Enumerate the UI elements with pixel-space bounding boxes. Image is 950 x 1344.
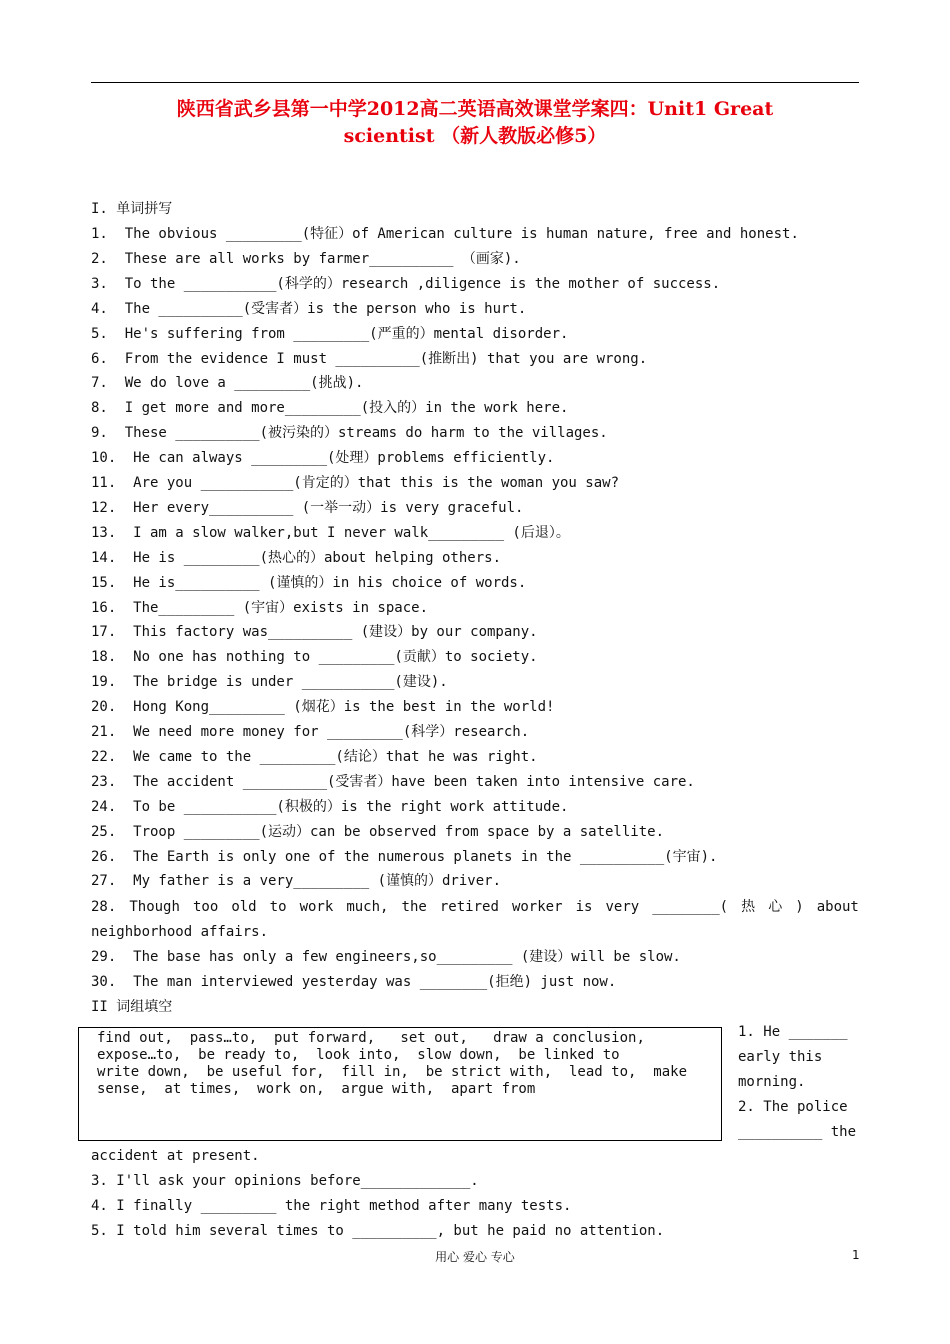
footer-text: 用心 爱心 专心 xyxy=(435,1250,515,1264)
question-item-5: 5. He's suffering from _________(严重的）mental disorder. xyxy=(91,325,569,342)
title-line-1: 陕西省武乡县第一中学2012高二英语高效课堂学案四：Unit1 Great xyxy=(176,98,774,120)
phrase-question-line: accident at present. xyxy=(91,1148,260,1164)
question-item-15: 15. He is__________ (谨慎的）in his choice of words. xyxy=(91,574,527,591)
question-item-13: 13. I am a slow walker,but I never walk_________ (后退）。 xyxy=(91,524,570,541)
item-28-word: old xyxy=(231,899,257,915)
item-28-word: very xyxy=(605,899,640,915)
question-item-14: 14. He is _________(热心的）about helping others. xyxy=(91,549,502,566)
item-28-word: Though xyxy=(129,899,180,915)
phrase-question-line: 4. I finally _________ the right method after many tests. xyxy=(91,1198,572,1214)
question-item-17: 17. This factory was__________ (建设）by our company. xyxy=(91,624,538,641)
phrase-box xyxy=(78,1027,722,1141)
question-item-6: 6. From the evidence I must __________(推断出) that you are wrong. xyxy=(91,350,648,367)
item-28-word: ________( xyxy=(652,899,729,915)
item-28-line xyxy=(91,895,859,920)
item-28-word: 心 xyxy=(768,899,783,915)
question-item-2: 2. These are all works by farmer__________ （画家). xyxy=(91,250,521,267)
question-item-19: 19. The bridge is under ___________(建设). xyxy=(91,674,448,691)
section2-heading: II 词组填空 xyxy=(91,999,173,1015)
question-item-10: 10. He can always _________(处理）problems efficiently. xyxy=(91,450,555,467)
question-item-26: 26. The Earth is only one of the numerous planets in the __________(宇宙). xyxy=(91,848,718,865)
document-title xyxy=(91,96,859,150)
side-line: __________ the xyxy=(738,1124,857,1140)
phrase-question-line: 5. I told him several times to __________, but he paid no attention. xyxy=(91,1223,665,1239)
question-item-23: 23. The accident __________(受害者）have been taken into intensive care. xyxy=(91,773,695,790)
item-28-word: 热 xyxy=(741,899,756,915)
item-28-word: worker xyxy=(511,899,563,915)
question-item-21: 21. We need more money for _________(科学）research. xyxy=(91,724,530,740)
page-number: 1 xyxy=(852,1248,860,1262)
item-28-continuation: neighborhood affairs. xyxy=(91,924,269,940)
item-28-word: much, xyxy=(346,899,389,915)
phrase-line: write down, be useful for, fill in, be strict with, lead to, make xyxy=(97,1064,688,1080)
question-item-9: 9. These __________(被污染的）streams do harm to the villages. xyxy=(91,425,608,442)
header-rule xyxy=(91,82,859,83)
question-item-16: 16. The_________ (宇宙）exists in space. xyxy=(91,599,429,616)
question-item-7: 7. We do love a _________(挑战). xyxy=(91,375,364,392)
question-item-29: 29. The base has only a few engineers,so_________ (建设）will be slow. xyxy=(91,949,681,965)
side-line: early this xyxy=(738,1049,823,1065)
phrase-line: expose…to, be ready to, look into, slow down, be linked to xyxy=(97,1047,620,1063)
question-item-3: 3. To the ___________(科学的）research ,diligence is the mother of success. xyxy=(91,275,721,292)
item-28-word: 28. xyxy=(91,899,117,915)
item-28-word: ) xyxy=(795,899,804,915)
item-28-word: retired xyxy=(439,899,499,915)
question-item-12: 12. Her every__________ (一举一动）is very graceful. xyxy=(91,499,524,516)
phrase-line: sense, at times, work on, argue with, apart from xyxy=(97,1081,536,1097)
question-item-24: 24. To be ___________(积极的）is the right work attitude. xyxy=(91,798,569,815)
item-28-word: is xyxy=(575,899,593,915)
item-28-word: the xyxy=(401,899,427,915)
side-line: morning. xyxy=(738,1074,806,1090)
question-item-18: 18. No one has nothing to _________(贡献）to society. xyxy=(91,649,538,666)
item-28-word: about xyxy=(816,899,859,915)
question-item-8: 8. I get more and more_________(投入的）in the work here. xyxy=(91,400,569,417)
phrase-line: find out, pass…to, put forward, set out, draw a conclusion, xyxy=(97,1030,645,1046)
item-28-word: work xyxy=(299,899,334,915)
question-item-11: 11. Are you ___________(肯定的）that this is the woman you saw? xyxy=(91,475,620,491)
question-item-22: 22. We came to the _________(结论）that he was right. xyxy=(91,748,538,765)
question-item-30: 30. The man interviewed yesterday was ________(拒绝) just now. xyxy=(91,974,617,990)
item-28-word: too xyxy=(192,899,219,915)
side-line: 2. The police xyxy=(738,1099,848,1115)
question-item-25: 25. Troop _________(运动）can be observed from space by a satellite. xyxy=(91,823,665,840)
section1-heading: I. 单词拼写 xyxy=(91,201,173,217)
title-line-2: scientist （新人教版必修5） xyxy=(343,125,607,147)
question-item-4: 4. The __________(受害者）is the person who is hurt. xyxy=(91,300,527,317)
item-28-word: to xyxy=(269,899,287,915)
question-item-27: 27. My father is a very_________ (谨慎的）driver. xyxy=(91,873,502,890)
side-line: 1. He _______ xyxy=(738,1024,848,1040)
question-item-1: 1. The obvious _________(特征）of American culture is human nature, free and honest. xyxy=(91,226,799,242)
phrase-question-line: 3. I'll ask your opinions before_____________. xyxy=(91,1173,479,1189)
question-item-20: 20. Hong Kong_________ (烟花）is the best in the world! xyxy=(91,699,555,716)
